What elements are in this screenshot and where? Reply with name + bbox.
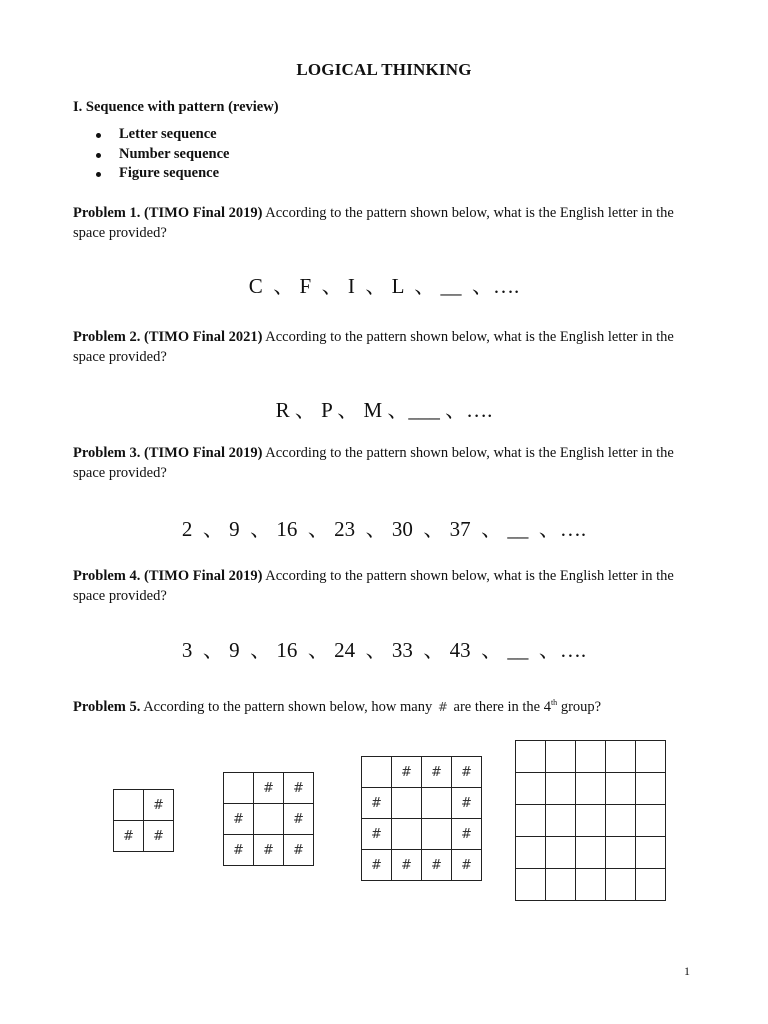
problem-5-question-start: According to the pattern shown below, how many xyxy=(140,699,436,715)
grid-row xyxy=(516,741,666,773)
grid-cell: # xyxy=(114,821,144,852)
grid-cell xyxy=(606,773,636,805)
problem-4-sequence: 3 、 9 、 16 、 24 、 33 、 43 、 __ 、…. xyxy=(181,638,587,662)
problem-5-question-middle: are there in the 4 xyxy=(449,699,551,715)
grid-cell xyxy=(114,790,144,821)
grid-cell: # xyxy=(362,788,392,819)
grid-cell xyxy=(224,773,254,804)
grid-cell xyxy=(636,805,666,837)
problem-3-text xyxy=(73,444,698,483)
group-3-grid xyxy=(361,756,482,881)
grid-row xyxy=(362,788,482,819)
problem-4-label: Problem 4. (TIMO Final 2019) xyxy=(73,568,263,584)
grid-row xyxy=(362,757,482,788)
grid-row xyxy=(114,790,174,821)
group-4-grid xyxy=(515,740,666,901)
grid-cell xyxy=(516,805,546,837)
grid-cell xyxy=(546,837,576,869)
problem-3-question: According to the pattern shown below, what is the English letter in the space provided? xyxy=(73,445,674,481)
grid-row xyxy=(362,850,482,881)
grid-cell xyxy=(546,773,576,805)
problem-1-text xyxy=(73,204,698,243)
grid-cell: # xyxy=(284,835,314,866)
grid-cell xyxy=(576,837,606,869)
grid-cell: # xyxy=(224,804,254,835)
grid-cell: # xyxy=(362,850,392,881)
grid-cell xyxy=(422,788,452,819)
grid-cell xyxy=(392,788,422,819)
grid-cell: # xyxy=(392,757,422,788)
grid-cell xyxy=(606,805,636,837)
grid-cell: # xyxy=(254,773,284,804)
problem-4-text xyxy=(73,567,698,606)
grid-cell: # xyxy=(422,757,452,788)
problem-1-sequence: C 、 F 、 I 、 L 、 __ 、…. xyxy=(248,274,520,298)
superscript-th: th xyxy=(550,698,558,707)
grid-cell xyxy=(576,773,606,805)
problem-5-question-end: group? xyxy=(557,699,602,715)
problem-2-text xyxy=(73,328,698,367)
grid-row xyxy=(224,804,314,835)
grid-cell xyxy=(636,773,666,805)
grid-cell xyxy=(516,773,546,805)
grid-cell xyxy=(636,837,666,869)
problem-3-sequence: 2 、 9 、 16 、 23 、 30 、 37 、 __ 、…. xyxy=(181,517,587,541)
problem-1-question: According to the pattern shown below, what is the English letter in the space provided? xyxy=(73,205,674,241)
grid-cell xyxy=(636,741,666,773)
grid-cell: # xyxy=(254,835,284,866)
grid-cell xyxy=(516,869,546,901)
grid-cell: # xyxy=(452,788,482,819)
grid-cell: # xyxy=(452,819,482,850)
grid-cell: # xyxy=(224,835,254,866)
grid-row xyxy=(114,821,174,852)
grid-cell: # xyxy=(144,821,174,852)
grid-cell xyxy=(636,869,666,901)
group-2-grid xyxy=(223,772,314,866)
group-1-grid xyxy=(113,789,174,852)
problem-2-sequence: R 、 P 、 M 、___ 、…. xyxy=(275,398,493,422)
grid-cell: # xyxy=(392,850,422,881)
grid-row xyxy=(516,773,666,805)
grid-row xyxy=(224,773,314,804)
list-item: Letter sequence xyxy=(93,125,230,145)
grid-cell: # xyxy=(144,790,174,821)
grid-cell xyxy=(546,741,576,773)
grid-cell xyxy=(254,804,284,835)
grid-cell xyxy=(362,757,392,788)
grid-cell: # xyxy=(284,773,314,804)
problem-2-label: Problem 2. (TIMO Final 2021) xyxy=(73,329,263,345)
grid-cell xyxy=(516,837,546,869)
grid-cell: # xyxy=(422,850,452,881)
hash-symbol: # xyxy=(437,700,448,714)
grid-cell xyxy=(576,741,606,773)
grid-cell xyxy=(606,837,636,869)
grid-row xyxy=(224,835,314,866)
grid-cell xyxy=(546,869,576,901)
list-item: Figure sequence xyxy=(93,164,230,184)
problem-5-label: Problem 5. xyxy=(73,699,141,715)
grid-row xyxy=(516,805,666,837)
grid-row xyxy=(516,837,666,869)
grid-cell: # xyxy=(452,757,482,788)
page-title: LOGICAL THINKING xyxy=(296,60,472,79)
sequence-types-list xyxy=(93,125,230,184)
grid-cell xyxy=(546,805,576,837)
grid-cell xyxy=(606,869,636,901)
problem-2-question: According to the pattern shown below, what is the English letter in the space provided? xyxy=(73,329,674,365)
grid-cell: # xyxy=(452,850,482,881)
grid-cell xyxy=(422,819,452,850)
grid-cell xyxy=(392,819,422,850)
grid-cell xyxy=(516,741,546,773)
grid-row xyxy=(362,819,482,850)
grid-row xyxy=(516,869,666,901)
problem-4-question: According to the pattern shown below, what is the English letter in the space provided? xyxy=(73,568,674,604)
grid-cell: # xyxy=(284,804,314,835)
problem-3-label: Problem 3. (TIMO Final 2019) xyxy=(73,445,263,461)
section-heading: I. Sequence with pattern (review) xyxy=(73,99,279,115)
problem-1-label: Problem 1. (TIMO Final 2019) xyxy=(73,205,263,221)
list-item: Number sequence xyxy=(93,145,230,165)
grid-cell xyxy=(576,805,606,837)
grid-cell xyxy=(576,869,606,901)
problem-5-text xyxy=(73,693,698,718)
page-number: 1 xyxy=(684,964,690,978)
grid-cell: # xyxy=(362,819,392,850)
grid-cell xyxy=(606,741,636,773)
